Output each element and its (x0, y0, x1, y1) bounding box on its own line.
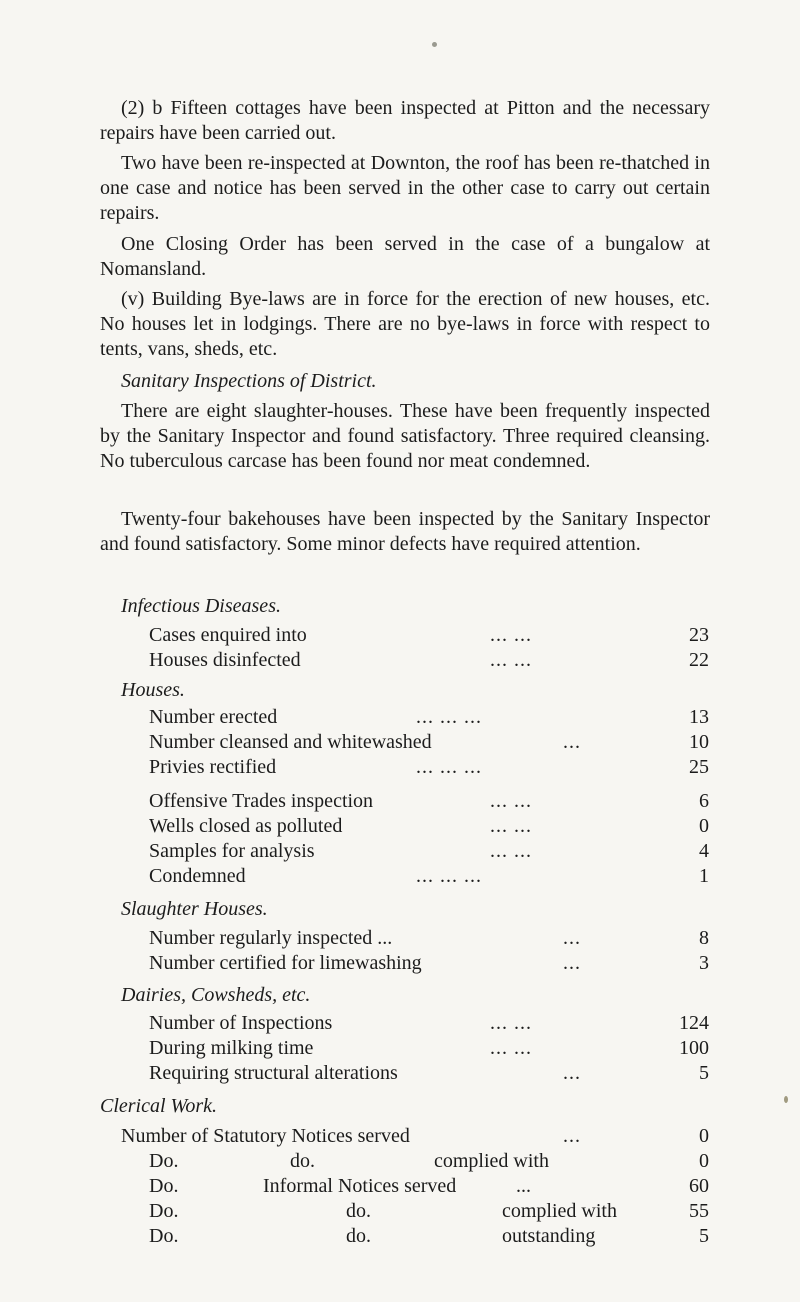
table-row (149, 623, 709, 648)
heading-slaughter-houses: Slaughter Houses. (121, 898, 268, 920)
heading-clerical-work: Clerical Work. (100, 1095, 218, 1117)
heading-houses: Houses. (121, 679, 185, 701)
table-row (149, 755, 709, 780)
row-label: Houses disinfected (149, 649, 301, 671)
leader-dots: ... ... (490, 1037, 532, 1059)
ditto-label: Do. (149, 1200, 179, 1222)
paragraph-slaughter-houses: There are eight slaughter-houses. These have been frequently inspected by the Sanitary Inspector and found satisfactory. Three required cleansing. No tuberculous carcase has been found nor meat condemned. (100, 400, 710, 472)
table-row (149, 1061, 709, 1086)
row-value: 22 (689, 649, 709, 671)
row-value: 3 (699, 952, 709, 974)
table-row (149, 730, 709, 755)
row-value: 10 (689, 731, 709, 753)
table-row (149, 814, 709, 839)
paragraph-pitton: (2) b Fifteen cottages have been inspected at Pitton and the necessary repairs have been carried out. (100, 97, 710, 144)
row-label: Condemned (149, 865, 246, 887)
leader-dots: ... (516, 1175, 531, 1197)
row-value: 13 (689, 706, 709, 728)
ditto-label: do. (290, 1150, 315, 1172)
row-label: Number of Inspections (149, 1012, 333, 1034)
row-label: Number cleansed and whitewashed (149, 731, 432, 753)
leader-dots: ... ... (490, 815, 532, 837)
row-label: Number erected (149, 706, 278, 728)
table-row (149, 705, 709, 730)
paragraph-bye-laws: (v) Building Bye-laws are in force for the erection of new houses, etc. No houses let in lodgings. There are no bye-laws in force with respect to tents, vans, sheds, etc. (100, 288, 710, 360)
print-speck (784, 1096, 788, 1103)
table-row (149, 648, 709, 673)
row-label: Samples for analysis (149, 840, 315, 862)
leader-dots: ... ... ... (416, 756, 482, 778)
leader-dots: ... (563, 1062, 581, 1084)
row-value: 5 (699, 1062, 709, 1084)
row-value: 60 (689, 1175, 709, 1197)
paragraph-closing-order: One Closing Order has been served in the case of a bungalow at Nomansland. (100, 233, 710, 280)
row-value: 5 (699, 1225, 709, 1247)
row-label: Wells closed as polluted (149, 815, 343, 837)
table-row (149, 951, 709, 976)
row-value: 1 (699, 865, 709, 887)
leader-dots: ... (563, 927, 581, 949)
table-row (149, 839, 709, 864)
leader-dots: ... ... (490, 624, 532, 646)
paragraph-downton: Two have been re-inspected at Downton, the roof has been re-thatched in one case and notice has been served in the other case to carry out certain repairs. (100, 152, 710, 224)
row-label: Informal Notices served (263, 1175, 457, 1197)
table-row (149, 1011, 709, 1036)
heading-infectious-diseases: Infectious Diseases. (121, 595, 281, 617)
heading-dairies: Dairies, Cowsheds, etc. (121, 984, 311, 1006)
row-value: 4 (699, 840, 709, 862)
row-label: Number regularly inspected ... (149, 927, 393, 949)
row-value: 23 (689, 624, 709, 646)
table-row (149, 1036, 709, 1061)
row-value: 0 (699, 1150, 709, 1172)
row-value: 8 (699, 927, 709, 949)
row-value: 0 (699, 815, 709, 837)
row-label: Requiring structural alterations (149, 1062, 398, 1084)
row-label: outstanding (502, 1225, 596, 1247)
leader-dots: ... ... (490, 840, 532, 862)
table-row (149, 864, 709, 889)
row-label: complied with (502, 1200, 617, 1222)
row-label: complied with (434, 1150, 549, 1172)
row-label: During milking time (149, 1037, 314, 1059)
row-label: Cases enquired into (149, 624, 307, 646)
print-speck (432, 42, 437, 47)
row-label: Privies rectified (149, 756, 277, 778)
paragraph-bakehouses: Twenty-four bakehouses have been inspected by the Sanitary Inspector and found satisfactory. Some minor defects have required attention. (100, 508, 710, 555)
leader-dots: ... (563, 1125, 581, 1147)
row-value: 6 (699, 790, 709, 812)
ditto-label: do. (346, 1225, 371, 1247)
ditto-label: Do. (149, 1225, 179, 1247)
row-label: Number certified for limewashing (149, 952, 422, 974)
table-row (149, 926, 709, 951)
ditto-label: Do. (149, 1175, 179, 1197)
row-value: 124 (679, 1012, 709, 1034)
row-label: Offensive Trades inspection (149, 790, 374, 812)
table-row (149, 789, 709, 814)
leader-dots: ... (563, 952, 581, 974)
row-value: 100 (679, 1037, 709, 1059)
leader-dots: ... ... (490, 649, 532, 671)
row-value: 55 (689, 1200, 709, 1222)
leader-dots: ... ... (490, 1012, 532, 1034)
leader-dots: ... ... ... (416, 865, 482, 887)
row-label: Number of Statutory Notices served (121, 1125, 410, 1147)
leader-dots: ... ... ... (416, 706, 482, 728)
ditto-label: Do. (149, 1150, 179, 1172)
leader-dots: ... (563, 731, 581, 753)
row-value: 25 (689, 756, 709, 778)
table-row (121, 1124, 709, 1149)
leader-dots: ... ... (490, 790, 532, 812)
ditto-label: do. (346, 1200, 371, 1222)
heading-sanitary-inspections: Sanitary Inspections of District. (121, 370, 377, 392)
row-value: 0 (699, 1125, 709, 1147)
